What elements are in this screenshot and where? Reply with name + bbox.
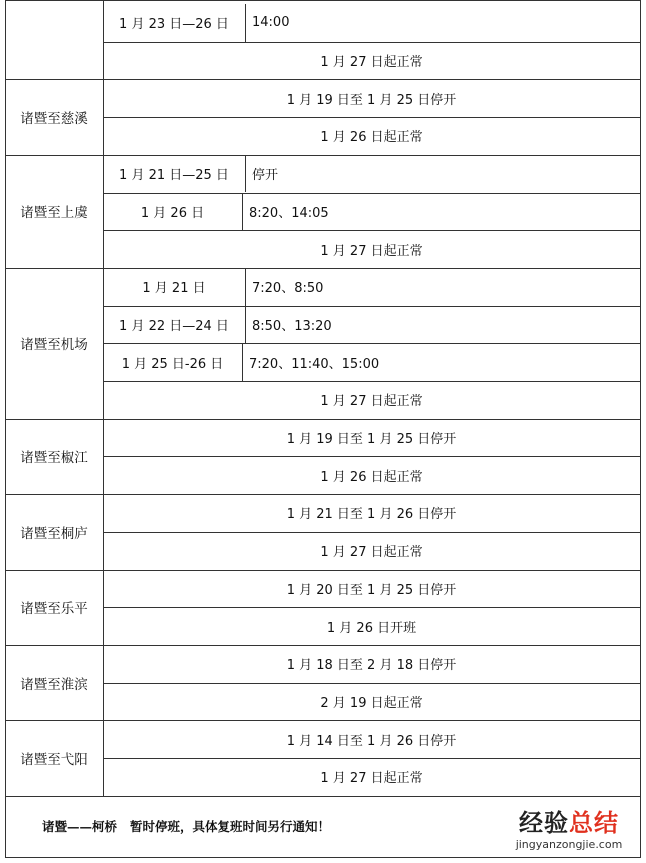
schedule-cell-date: 1 月 23 日—26 日 [119, 17, 229, 33]
schedule-cell-full: 1 月 27 日起正常 [320, 243, 423, 259]
schedule-cell-full: 1 月 26 日开班 [326, 620, 417, 636]
route-name: 诸暨至乐平 [20, 601, 88, 618]
schedule-cell-time: 7:20、11:40、15:00 [249, 356, 380, 372]
schedule-cell-full: 1 月 18 日至 2 月 18 日停开 [286, 658, 457, 674]
group-divider [5, 796, 640, 797]
schedule-cell-full: 1 月 14 日至 1 月 26 日停开 [286, 733, 457, 749]
route-name: 诸暨至机场 [20, 337, 88, 354]
cell-divider [242, 193, 243, 231]
schedule-cell-full: 1 月 19 日至 1 月 25 日停开 [286, 92, 457, 108]
cell-divider [242, 343, 243, 381]
schedule-cell-full: 1 月 26 日起正常 [320, 130, 423, 146]
table-border-top [5, 0, 641, 1]
table-border-left [5, 0, 6, 858]
schedule-cell-full: 1 月 27 日起正常 [320, 545, 423, 561]
route-name [5, 4, 103, 79]
schedule-cell-time: 14:00 [252, 15, 290, 31]
schedule-cell-date: 1 月 26 日 [140, 205, 205, 221]
route-name: 诸暨至椒江 [20, 450, 88, 467]
schedule-cell-full: 1 月 26 日起正常 [320, 469, 423, 485]
schedule-cell-time: 7:20、8:50 [252, 281, 324, 297]
schedule-cell-date: 1 月 21 日—25 日 [119, 168, 229, 184]
cell-divider [245, 306, 246, 344]
schedule-cell-full: 1 月 19 日至 1 月 25 日停开 [286, 432, 457, 448]
route-name: 诸暨至淮滨 [20, 676, 88, 693]
footer-note: 诸暨——柯桥 暂时停班，具体复班时间另行通知！ [42, 819, 331, 834]
schedule-cell-full: 2 月 19 日起正常 [320, 695, 423, 711]
cell-divider [245, 155, 246, 193]
schedule-cell-time: 8:50、13:20 [252, 318, 332, 334]
schedule-cell-date: 1 月 22 日—24 日 [119, 318, 229, 334]
route-name: 诸暨至桐庐 [20, 525, 88, 542]
schedule-cell-full: 1 月 27 日起正常 [320, 394, 423, 410]
route-name: 诸暨至上虞 [20, 205, 88, 222]
route-name: 诸暨至弋阳 [20, 751, 88, 768]
schedule-cell-time: 8:20、14:05 [249, 205, 329, 221]
schedule-cell-time: 停开 [252, 168, 279, 184]
schedule-cell-date: 1 月 21 日 [142, 281, 206, 297]
schedule-cell-full: 1 月 21 日至 1 月 26 日停开 [286, 507, 457, 523]
table-border-bottom [5, 857, 641, 858]
schedule-cell-full: 1 月 27 日起正常 [320, 55, 423, 71]
route-column-divider [103, 0, 104, 796]
schedule-cell-date: 1 月 25 日-26 日 [121, 356, 224, 372]
route-name: 诸暨至慈溪 [20, 111, 88, 128]
watermark-text-b: 总结 [569, 809, 619, 837]
watermark-text-a: 经验 [519, 809, 569, 837]
watermark-url: jingyanzongjie.com [515, 838, 623, 851]
schedule-cell-full: 1 月 27 日起正常 [320, 771, 423, 787]
schedule-cell-full: 1 月 20 日至 1 月 25 日停开 [286, 582, 457, 598]
cell-divider [245, 4, 246, 42]
table-border-right [640, 0, 641, 858]
watermark-logo [494, 808, 644, 852]
cell-divider [245, 268, 246, 306]
